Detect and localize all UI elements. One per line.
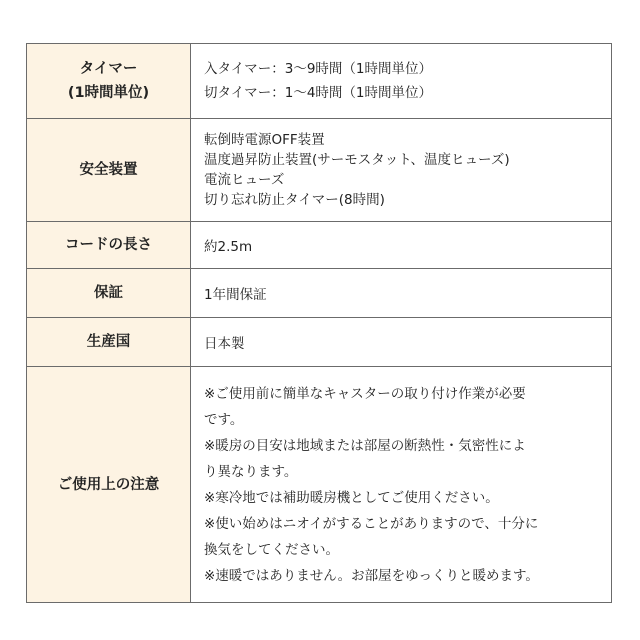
spec-label-usage-notes <box>27 367 191 603</box>
label-line: 安全装置 <box>79 162 138 178</box>
spec-value-cord-length <box>191 222 612 269</box>
value-line: 切タイマー：1～4時間（1時間単位） <box>204 85 432 101</box>
value-line: ※使い始めはニオイがすることがありますので、十分に <box>204 515 539 532</box>
spec-value-usage-notes <box>191 367 612 603</box>
label-line: 生産国 <box>86 333 131 350</box>
value-line: 日本製 <box>204 336 245 352</box>
label-line: タイマー <box>79 61 138 77</box>
spec-label-warranty <box>27 269 191 318</box>
value-line: り異なります。 <box>204 463 298 480</box>
spec-label-country-of-origin <box>27 318 191 367</box>
spec-label-safety-devices <box>27 119 191 222</box>
value-line: ※寒冷地では補助暖房機としてご使用ください。 <box>204 489 499 506</box>
value-line: 切り忘れ防止タイマー(8時間) <box>204 192 385 208</box>
value-line: 電流ヒューズ <box>204 172 285 188</box>
spec-row-country-of-origin <box>27 318 612 367</box>
spec-label-timer <box>27 44 191 119</box>
label-line: コードの長さ <box>65 236 152 253</box>
spec-value-country-of-origin <box>191 318 612 367</box>
label-line: (1時間単位) <box>67 85 150 101</box>
spec-row-usage-notes <box>27 367 612 603</box>
label-line: 保証 <box>94 284 123 301</box>
value-line: ※暖房の目安は地域または部屋の断熱性・気密性によ <box>204 437 526 454</box>
value-line: 温度過昇防止装置(サーモスタット、温度ヒューズ) <box>204 152 510 168</box>
spec-label-cord-length <box>27 222 191 269</box>
spec-row-cord-length <box>27 222 612 269</box>
value-line: 入タイマー：3～9時間（1時間単位） <box>204 61 432 77</box>
spec-row-safety-devices <box>27 119 612 222</box>
value-line: です。 <box>204 411 244 428</box>
spec-row-timer <box>27 44 612 119</box>
spec-row-warranty <box>27 269 612 318</box>
label-line: ご使用上の注意 <box>57 476 160 493</box>
value-line: 換気をしてください。 <box>204 541 339 558</box>
spec-value-safety-devices <box>191 119 612 222</box>
value-line: ※ご使用前に簡単なキャスターの取り付け作業が必要 <box>204 385 526 402</box>
value-line: ※速暖ではありません。お部屋をゆっくりと暖めます。 <box>204 567 539 584</box>
value-line: 約2.5m <box>204 239 253 255</box>
value-line: 1年間保証 <box>204 287 267 303</box>
spec-value-timer <box>191 44 612 119</box>
spec-value-warranty <box>191 269 612 318</box>
value-line: 転倒時電源OFF装置 <box>204 132 325 148</box>
spec-table <box>26 43 612 603</box>
